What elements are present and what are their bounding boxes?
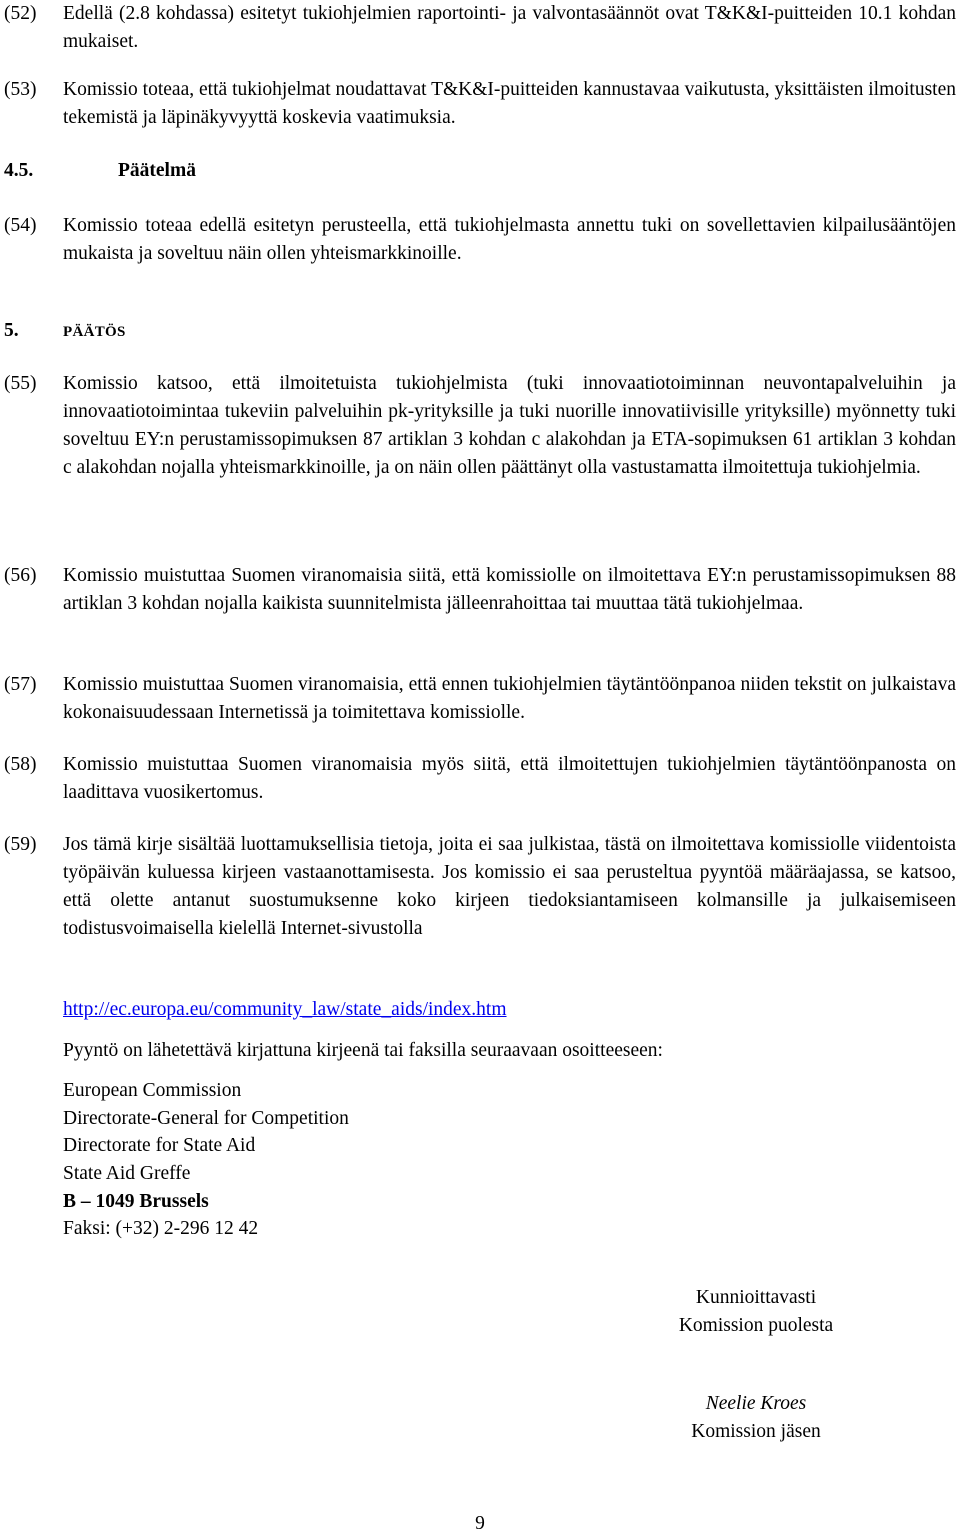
paragraph-53 — [0, 76, 956, 132]
paragraph-54 — [0, 212, 956, 268]
paragraph-number: (53) — [4, 79, 37, 100]
signatory-name: Neelie Kroes — [705, 1393, 807, 1414]
signatory-role: Komission jäsen — [691, 1421, 821, 1442]
paragraph-55 — [0, 370, 956, 482]
paragraph-text: Komissio muistuttaa Suomen viranomaisia, että ennen tukiohjelmien täytäntöönpanoa niiden tekstit on julkaistava kokonaisuudessaan Internetissä ja toimitettava komissiolle. — [63, 674, 956, 723]
paragraph-text: Komissio muistuttaa Suomen viranomaisia myös siitä, että ilmoitettujen tukiohjelmien täytäntöönpanosta on laadittava vuosikertomus. — [63, 754, 956, 803]
paragraph-text: Komissio muistuttaa Suomen viranomaisia siitä, että komissiolle on ilmoitettava EY:n perustamissopimuksen 88 artiklan 3 kohdan nojalla kaikista suunnitelmista jälleenrahoittaa tai muuttaa tätä tukiohjelmaa. — [63, 565, 956, 614]
paragraph-text: Komissio toteaa edellä esitetyn perusteella, että tukiohjelmasta annettu tuki on sovellettavien kilpailusääntöjen mukaista ja soveltuu näin ollen yhteismarkkinoille. — [63, 215, 956, 264]
page-number: 9 — [475, 1513, 485, 1534]
address-line: State Aid Greffe — [63, 1163, 191, 1184]
paragraph-text: Edellä (2.8 kohdassa) esitetyt tukiohjelmien raportointi- ja valvontasäännöt ovat T&K&I-puitteiden 10.1 kohdan mukaiset. — [63, 3, 956, 52]
paragraph-number: (55) — [4, 373, 37, 394]
section-number: 4.5. — [4, 160, 34, 181]
paragraph-number: (52) — [4, 3, 37, 24]
section-heading: Päätelmä — [118, 160, 196, 181]
state-aids-link[interactable]: http://ec.europa.eu/community_law/state_aids/index.htm — [63, 999, 507, 1020]
section-number: 5. — [4, 320, 19, 341]
paragraph-56 — [0, 562, 956, 618]
paragraph-57 — [0, 671, 956, 727]
closing-on-behalf: Komission puolesta — [678, 1315, 834, 1336]
paragraph-number: (59) — [4, 834, 37, 855]
paragraph-number: (57) — [4, 674, 37, 695]
paragraph-number: (54) — [4, 215, 37, 236]
section-heading: PÄÄTÖS — [63, 324, 126, 340]
paragraph-text: Komissio katsoo, että ilmoitetuista tukiohjelmista (tuki innovaatiotoiminnan neuvontapalveluihin ja innovaatiotoimintaa tukeviin palveluihin pk-yrityksille ja tuki nuorille innovatiivisille yrityksille) myönnetty tuki soveltuu EY:n perustamissopimuksen 87 artiklan 3 kohdan c alakohdan ja ETA-sopimuksen 61 artiklan 3 kohdan c alakohdan nojalla yhteismarkkinoille, ja on näin ollen päättänyt olla vastustamatta ilmoitettuja tukiohjelmia. — [63, 373, 956, 478]
closing-salutation: Kunnioittavasti — [695, 1287, 817, 1308]
paragraph-number: (56) — [4, 565, 37, 586]
paragraph-text: Jos tämä kirje sisältää luottamuksellisia tietoja, joita ei saa julkistaa, tästä on ilmoitettava komissiolle viidentoista työpäivän kuluessa kirjeen vastaanottamisesta. Jos komissio ei saa perusteltua pyyntöä määräajassa, se katsoo, että olette antanut suostumuksenne koko kirjeen tiedoksiantamiseen kolmansille ja julkaisemiseen todistusvoimaisella kielellä Internet-sivustolla — [63, 834, 956, 939]
fax-number: Faksi: (+32) 2-296 12 42 — [63, 1218, 259, 1239]
paragraph-text: Komissio toteaa, että tukiohjelmat noudattavat T&K&I-puitteiden kannustavaa vaikutusta, yksittäisten ilmoitusten tekemistä ja läpinäkyvyyttä koskevia vaatimuksia. — [63, 79, 956, 128]
request-text: Pyyntö on lähetettävä kirjattuna kirjeenä tai faksilla seuraavaan osoitteeseen: — [63, 1040, 663, 1061]
address-line: European Commission — [63, 1080, 242, 1101]
address-line: Directorate for State Aid — [63, 1135, 256, 1156]
paragraph-52 — [0, 0, 956, 56]
paragraph-number: (58) — [4, 754, 37, 775]
link-line — [63, 996, 507, 1024]
paragraph-59 — [0, 831, 956, 943]
address-line: Directorate-General for Competition — [63, 1108, 349, 1129]
address-city: B – 1049 Brussels — [63, 1191, 209, 1212]
paragraph-58 — [0, 751, 956, 807]
